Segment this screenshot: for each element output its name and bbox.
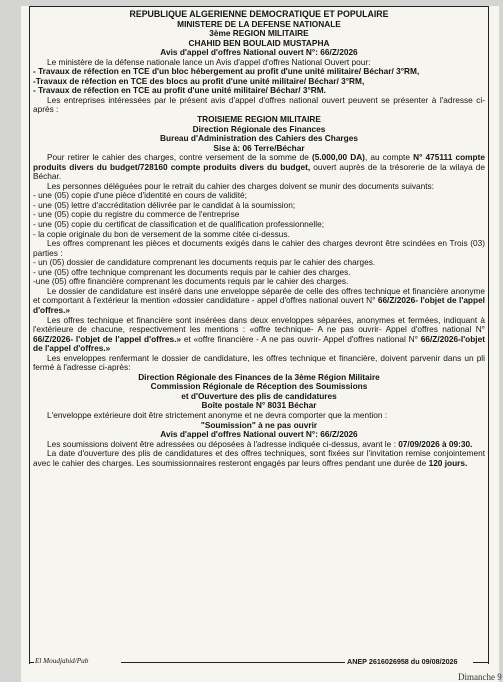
page-date-cut: Dimanche 9 <box>458 672 502 682</box>
document-item-5: - la copie originale du bon de versement de la somme citée ci-dessus. <box>33 228 290 239</box>
withdraw-account: N° 475111 compte produits divers du budget/728160 compte produits divers du budget, <box>33 152 485 172</box>
intro-text: Le ministère de la défense nationale lance un Avis d'appel d'offres National Ouvert pour: <box>47 56 371 67</box>
opening-paragraph <box>33 449 485 468</box>
publication-name: El Moudjahid/Pub <box>35 657 89 665</box>
part-item-1: - un (05) dossier de candidature comprenant les documents requis par le cahier des charges. <box>33 257 376 268</box>
tech-paragraph <box>33 316 485 354</box>
notice-footer <box>29 656 489 670</box>
tech-ref: 66/Z/2026- l'objet de l'appel d'offres.» <box>33 333 182 344</box>
withdraw-text: Pour retirer le cahier des charges, contre versement de la somme de <box>47 152 312 163</box>
delegates-text: Les personnes déléguées pour le retrait du cahier des charges doivent se munir des documents suivants: <box>47 180 434 191</box>
address2-commission: Commission Régionale de Réception des Soumissions <box>150 381 368 392</box>
address-region: TROISIEME REGION MILITAIRE <box>197 114 321 125</box>
address-sise: Sise à: 06 Terre/Béchar <box>213 142 305 153</box>
offers-parts-text: Les offres comprenant les pièces et documents exigés dans le cahier des charges devront être scindées en Trois (03) parties : <box>33 238 485 258</box>
header-line-republic: REPUBLIQUE ALGERIENNE DEMOCRATIQUE ET POPULAIRE <box>129 9 389 19</box>
document-item-3: - une (05) copie du registre du commerce de l'entreprise <box>33 209 240 220</box>
dossier-paragraph <box>33 287 485 316</box>
envelopes-text: Les enveloppes renfermant le dossier de candidature, les offres technique et financière, doivent parvenir dans un pli fermé à l'adresse ci-après: <box>33 352 485 373</box>
opening-text: La date d'ouverture des plis de candidatures et des offres techniques, sont fixées sur l'invitation remise conjointement avec le cahier des charges. Les soumissionnaires resteront engagés par leurs offres pendant une durée de <box>33 448 485 468</box>
footer-rule-left <box>29 662 34 663</box>
anep-reference: ANEP 2616026958 du 09/08/2026 <box>347 657 458 666</box>
part-item-3: -une (05) offre financière comprenant les documents requis par le cahier des charges. <box>33 276 349 287</box>
part-item-2: - une (05) offre technique comprenant les documents requis par le cahier des charges. <box>33 266 351 277</box>
header-line-ministry: MINISTERE DE LA DEFENSE NATIONALE <box>177 18 341 29</box>
tech-text: Les offres technique et financière sont insérées dans deux enveloppes séparées, anonymes et fermées, indiquant à l'extérieure de chacune, respectivement les mentions : «offre technique- A ne pas ouvrir- Appel d'offres national N° <box>33 314 485 335</box>
work-item-3: - Travaux de réfection en TCE au profit d'une unité militaire/ Béchar/ 3°RM. <box>33 85 326 96</box>
outer-mention-avis: Avis d'appel d'offres National ouvert N°: 66/Z/2026 <box>160 429 358 440</box>
dossier-text: Le dossier de candidature est inséré dans une enveloppe séparée de celle des offres technique et financière anonyme et comportant à l'extérieur la mention «dossier candidature - appel d'offres national ouvert N° <box>33 285 485 306</box>
dossier-ref: 66/Z/2026- l'objet de l'appel d'offres.» <box>33 295 485 315</box>
header-line-chahid: CHAHID BEN BOULAID MUSTAPHA <box>188 37 330 48</box>
work-item-2: -Travaux de réfection en TCE des blocs au profit d'une unité militaire/ Béchar/ 3°RM, <box>33 75 365 86</box>
address-bureau: Bureau d'Administration des Cahiers des Charges <box>160 133 358 144</box>
withdraw-amount: (5.000,00 DA) <box>312 152 365 163</box>
notice-title: Avis d'appel d'offres National ouvert N°: 66/Z/2026 <box>160 47 358 58</box>
address-direction: Direction Régionale des Finances <box>192 123 326 134</box>
tech-text-2: et «offre financière - A ne pas ouvrir- Appel d'offres national N° <box>181 333 421 344</box>
validity-duration: 120 jours. <box>428 457 468 468</box>
tender-notice <box>33 10 485 468</box>
footer-rule-middle <box>121 662 345 663</box>
address2-direction: Direction Régionale des Finances de la 3ème Région Militaire <box>138 371 380 382</box>
outer-envelope-text: L'enveloppe extérieure doit être strictement anonyme et ne devra comporter que la mention : <box>47 409 388 420</box>
document-item-2: - une (05) lettre d'accréditation délivrée par le candidat à la soumission; <box>33 199 296 210</box>
address2-opening: et d'Ouverture des plis de candidatures <box>181 390 337 401</box>
document-item-4: - une (05) copie du certificat de classification et de qualification professionnelle; <box>33 219 325 230</box>
outer-mention-soumission: "Soumission" à ne pas ouvrir <box>200 419 318 430</box>
header-line-region: 3ème REGION MILITAIRE <box>209 28 309 39</box>
fin-ref: 66/Z/2026-l'objet de l'appel d'offres.» <box>33 333 485 354</box>
address2-postbox: Boîte postale N° 8031 Béchar <box>201 400 317 411</box>
withdraw-paragraph <box>33 153 485 182</box>
work-item-1: - Travaux de réfection en TCE d'un bloc hébergement au profit d'une unité militaire/ Béchar/ 3°RM, <box>33 66 420 77</box>
footer-rule-right <box>473 662 489 663</box>
interested-text: Les entreprises intéressées par le présent avis d'appel d'offres national ouvert peuvent se présenter à l'adresse ci-après : <box>33 94 485 115</box>
withdraw-text-2: , au compte <box>364 152 414 163</box>
deadline-date: 07/09/2026 à 09:30. <box>398 438 473 449</box>
withdraw-text-3: ouvert auprès de la trésorerie de la wilaya de Béchar. <box>33 161 486 182</box>
deadline-text: Les soumissions doivent être adressées ou déposées à l'adresse indiquée ci-dessus, avant le : <box>47 438 399 449</box>
document-item-1: - une (05) copie d'une pièce d'identité en cours de validité; <box>33 190 247 201</box>
